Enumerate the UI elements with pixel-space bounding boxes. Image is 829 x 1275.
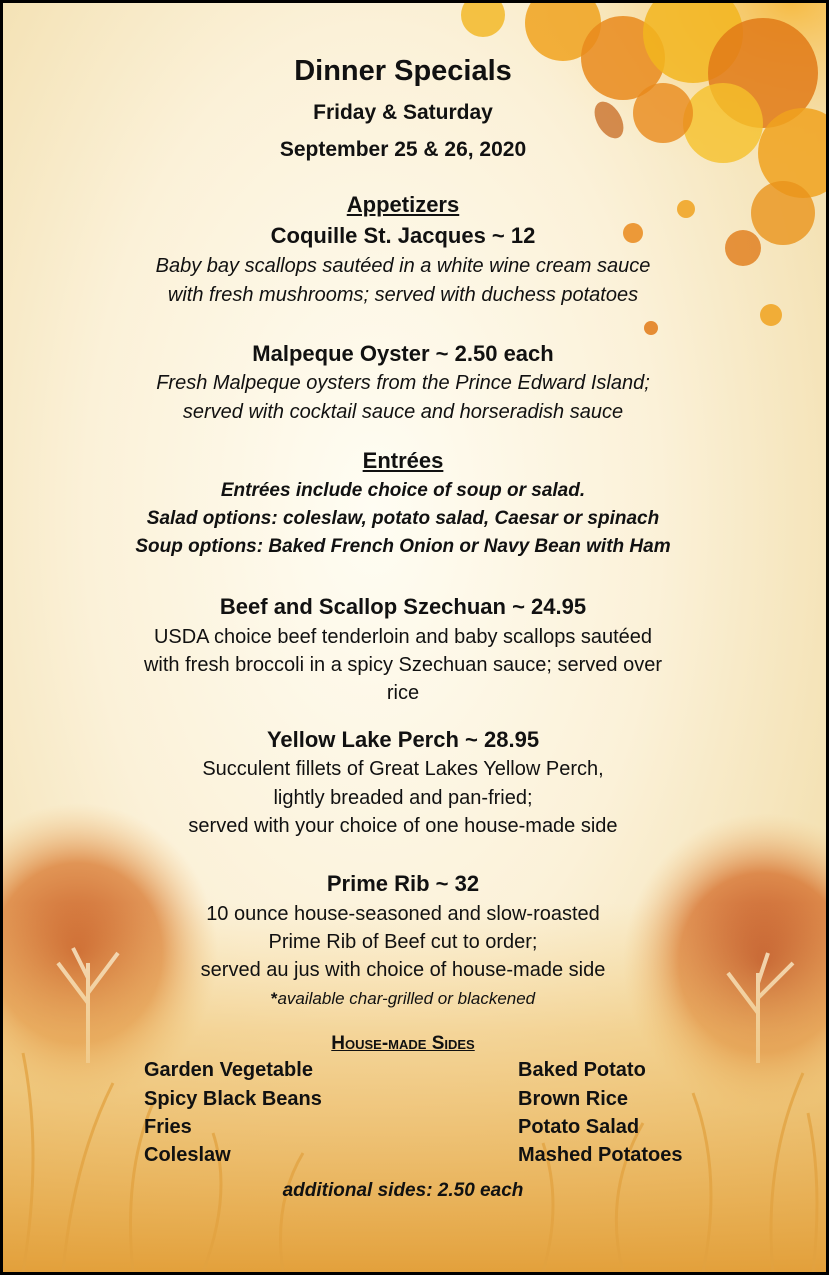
entrees-note: Entrées include choice of soup or salad. (220, 480, 586, 501)
dish-description: Prime Rib of Beef cut to order; (268, 931, 538, 953)
dish-description: served au jus with choice of house-made side (200, 959, 606, 981)
side-item: Mashed Potatoes (518, 1144, 683, 1166)
dish-description: Baby bay scallops sautéed in a white wine cream sauce (155, 255, 651, 277)
side-item: Baked Potato (518, 1059, 646, 1081)
dish-description: 10 ounce house-seasoned and slow-roasted (206, 903, 600, 925)
dish-footnote (3, 989, 803, 1009)
dish-name: Malpeque Oyster ~ 2.50 each (252, 341, 554, 366)
appetizers-heading: Appetizers (346, 192, 460, 217)
menu-dates: September 25 & 26, 2020 (279, 138, 527, 161)
dish-description: served with your choice of one house-made side (188, 815, 618, 837)
dish-name: Prime Rib ~ 32 (326, 871, 480, 896)
side-item: Potato Salad (518, 1116, 640, 1138)
dish-name: Yellow Lake Perch ~ 28.95 (266, 727, 540, 752)
menu-title: Dinner Specials (294, 55, 512, 87)
menu-days: Friday & Saturday (313, 101, 493, 124)
entrees-note: Soup options: Baked French Onion or Navy Bean with Ham (135, 536, 671, 557)
side-item: Garden Vegetable (144, 1059, 313, 1081)
dish-description: with fresh broccoli in a spicy Szechuan sauce; served over (143, 654, 663, 676)
dish-description: with fresh mushrooms; served with duchess potatoes (167, 284, 639, 306)
side-item: Coleslaw (144, 1144, 231, 1166)
dish-description: Fresh Malpeque oysters from the Prince Edward Island; (156, 372, 650, 394)
additional-sides-note: additional sides: 2.50 each (282, 1180, 524, 1201)
dish-description: served with cocktail sauce and horseradish sauce (182, 401, 624, 423)
dish-name: Beef and Scallop Szechuan ~ 24.95 (219, 594, 587, 619)
side-item: Fries (144, 1116, 192, 1138)
dish-description: Succulent fillets of Great Lakes Yellow Perch, (202, 758, 604, 780)
dish-description: USDA choice beef tenderloin and baby scallops sautéed (153, 626, 653, 648)
entrees-heading: Entrées (362, 448, 444, 473)
dish-description: lightly breaded and pan-fried; (273, 787, 533, 809)
side-item: Spicy Black Beans (144, 1088, 322, 1110)
dish-description: rice (386, 682, 420, 704)
menu-page (3, 3, 826, 1272)
entrees-note: Salad options: coleslaw, potato salad, Caesar or spinach (146, 508, 660, 529)
dish-name: Coquille St. Jacques ~ 12 (270, 223, 536, 248)
footnote-asterisk: * (270, 989, 278, 1008)
menu-content (3, 3, 826, 1272)
side-item: Brown Rice (518, 1088, 629, 1110)
footnote-text: available char-grilled or blackened (277, 989, 536, 1008)
sides-heading: House-made Sides (331, 1033, 475, 1054)
